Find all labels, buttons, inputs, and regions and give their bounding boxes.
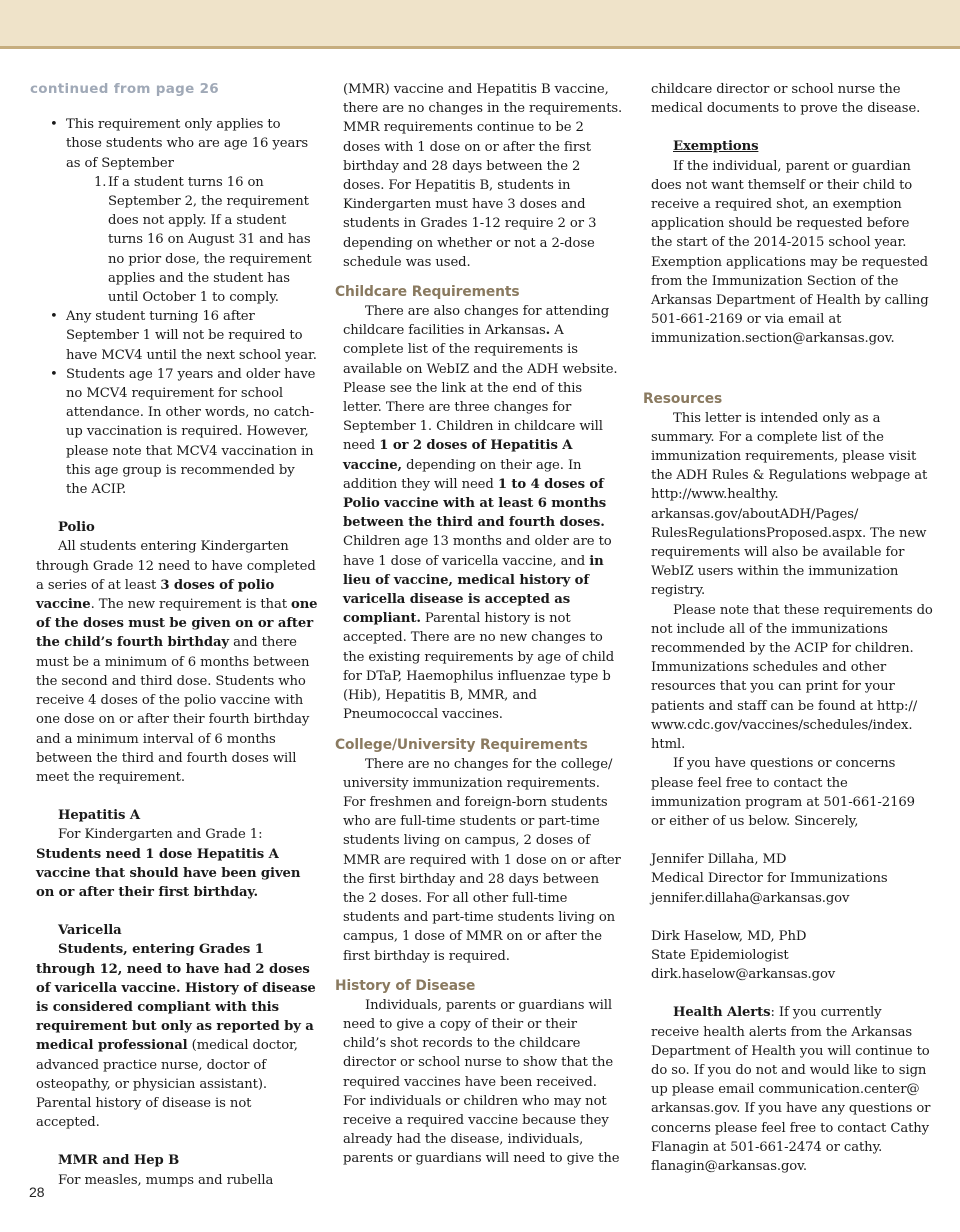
history-heading: History of Disease	[335, 977, 476, 994]
history-paragraph-cont: childcare director or school nurse the medical documents to prove the disease.	[651, 82, 921, 117]
mmr-hepb-paragraph-cont: (MMR) vaccine and Hepatitis B vaccine, there are no changes in the requirements. MMR requirements continue to be 2 doses with 1 dose on or after the first birthday and 28 days between the 2 doses. For Hepatitis B, students in Kindergarten must have 3 doses and students in Grades 1-12 require 2 or 3 depending on whether or not a 2-dose schedule was used.	[343, 82, 623, 270]
resources-paragraph-1: This letter is intended only as a summary. For a complete list of the immunization requirements, please visit the ADH Rules & Regulations webpage at http://www.healthy. arkansas.gov/aboutADH/Pages/ RulesRegulationsProposed.aspx. The new requirements will also be available for WebIZ users within the immunization registry.	[651, 410, 928, 599]
resources-paragraph-2: Please note that these requirements do not include all of the immunizations recommended by the ACIP for children. Immunizations schedules and other resources that you can print for your patients and staff can be found at http:// www.cdc.gov/vaccines/schedules/index. html.	[651, 602, 933, 753]
numbered-item	[66, 173, 318, 307]
bullet-text: This requirement only applies to those students who are age 16 years as of September	[66, 117, 309, 171]
varicella-title: Varicella	[58, 923, 122, 939]
column-3	[643, 80, 933, 1176]
signature-name: Dirk Haselow, MD, PhD	[651, 928, 807, 944]
item-number: 1.	[94, 174, 107, 190]
health-alerts-paragraph: Health Alerts: If you currently receive health alerts from the Arkansas Department of Health you will continue to do so. If you do not and would like to sign up please email communication.center@ arkansas.gov. If you have any questions or concerns please feel free to contact Cathy Flanagin at 501-661-2474 or cathy. flanagin@arkansas.gov.	[651, 1005, 931, 1174]
childcare-paragraph: There are also changes for attending childcare facilities in Arkansas. A complete list of the requirements is available on WebIZ and the ADH website. Please see the link at the end of this letter. There are three changes for September 1. Children in childcare will need 1 or 2 doses of Hepatitis A vaccine, depending on their age. In addition they will need 1 to 4 doses of Polio vaccine with at least 6 months between the third and fourth doses. Children age 13 months and older are to have 1 dose of varicella vaccine, and in lieu of vaccine, medical history of varicella disease is accepted as compliant. Parental history is not accepted. There are no new changes to the existing requirements by age of child for DTaP, Haemophilus influenzae type b (Hib), Hepatitis B, MMR, and Pneumococcal vaccines.	[343, 304, 618, 723]
bullet-item: • Any student turning 16 after September 1 will not be required to have MCV4 until the next school year.	[36, 307, 318, 365]
signature-name: Jennifer Dillaha, MD	[651, 852, 787, 868]
hepatitis-a-intro: For Kindergarten and Grade 1:	[58, 827, 263, 843]
hepatitis-a-requirement: Students need 1 dose Hepatitis A vaccine that should have been given on or after their first birthday.	[36, 846, 301, 900]
numbered-sublist	[66, 173, 318, 307]
signature-email: jennifer.dillaha@arkansas.gov	[651, 890, 850, 906]
signature-email: dirk.haselow@arkansas.gov	[651, 967, 836, 983]
page-number: 28	[29, 1184, 45, 1200]
exemptions-title: Exemptions	[673, 139, 759, 155]
signature-block-haselow	[651, 927, 933, 985]
bullet-item: • Students age 17 years and older have no MCV4 requirement for school attendance. In other words, no catch-up vaccination is required. However, please note that MCV4 vaccination in this age group is recommended by the ACIP.	[36, 365, 318, 499]
college-paragraph: There are no changes for the college/ university immunization requirements. For freshmen and foreign-born students who are full-time students or part-time students living on campus, 2 doses of MMR are required with 1 dose on or after the first birthday and 28 days between the 2 doses. For all other full-time students and part-time students living on campus, 1 dose of MMR on or after the first birthday is required.	[343, 756, 621, 964]
resources-heading: Resources	[643, 390, 723, 407]
column-2	[335, 80, 623, 1169]
signature-title: State Epidemiologist	[651, 947, 789, 963]
mmr-hepb-title: MMR and Hep B	[58, 1153, 180, 1169]
college-heading: College/University Requirements	[335, 736, 588, 753]
childcare-heading: Childcare Requirements	[335, 284, 520, 301]
item-text: If a student turns 16 on September 2, the requirement does not apply. If a student turns 16 on August 31 and has no prior dose, the requirement applies and the student has until October 1 to comply.	[108, 174, 312, 306]
column-1	[30, 80, 318, 1190]
mcv4-bullet-list	[36, 115, 318, 499]
signature-title: Medical Director for Immunizations	[651, 871, 888, 887]
mmr-hepb-paragraph-start: For measles, mumps and rubella	[58, 1172, 274, 1188]
continued-from-label: continued from page 26	[30, 81, 219, 97]
history-paragraph: Individuals, parents or guardians will need to give a copy of their or their child’s shot records to the childcare director or school nurse to show that the required vaccines have been received. For individuals or children who may not receive a required vaccine because they already had the disease, individuals, parents or guardians will need to give the	[343, 997, 620, 1167]
varicella-paragraph: Students, entering Grades 1 through 12, need to have had 2 doses of varicella vaccine. History of disease is considered compliant with this requirement but only as reported by a medical professional (medical doctor, advanced practice nurse, doctor of osteopathy, or physician assistant). Parental history of disease is not accepted.	[36, 942, 316, 1131]
bullet-item	[36, 115, 318, 307]
page-header-band	[0, 0, 960, 49]
resources-paragraph-3: If you have questions or concerns please feel free to contact the immunization program at 501-661-2169 or either of us below. Sincerely,	[651, 756, 915, 829]
signature-block-dillaha	[651, 850, 933, 908]
exemptions-paragraph: If the individual, parent or guardian does not want themself or their child to receive a required shot, an exemption application should be requested before the start of the 2014-2015 school year. Exemption applications may be requested from the Immunization Section of the Arkansas Department of Health by calling 501-661-2169 or via email at immunization.section@arkansas.gov.	[651, 158, 929, 347]
polio-paragraph: All students entering Kindergarten through Grade 12 need to have completed a series of at least 3 doses of polio vaccine. The new requirement is that one of the doses must be given on or after the child’s fourth birthday and there must be a minimum of 6 months between the second and third dose. Students who receive 4 doses of the polio vaccine with one dose on or after their fourth birthday and a minimum interval of 6 months between the third and fourth doses will meet the requirement.	[36, 539, 318, 785]
polio-title: Polio	[58, 520, 95, 536]
hepatitis-a-title: Hepatitis A	[58, 808, 140, 824]
